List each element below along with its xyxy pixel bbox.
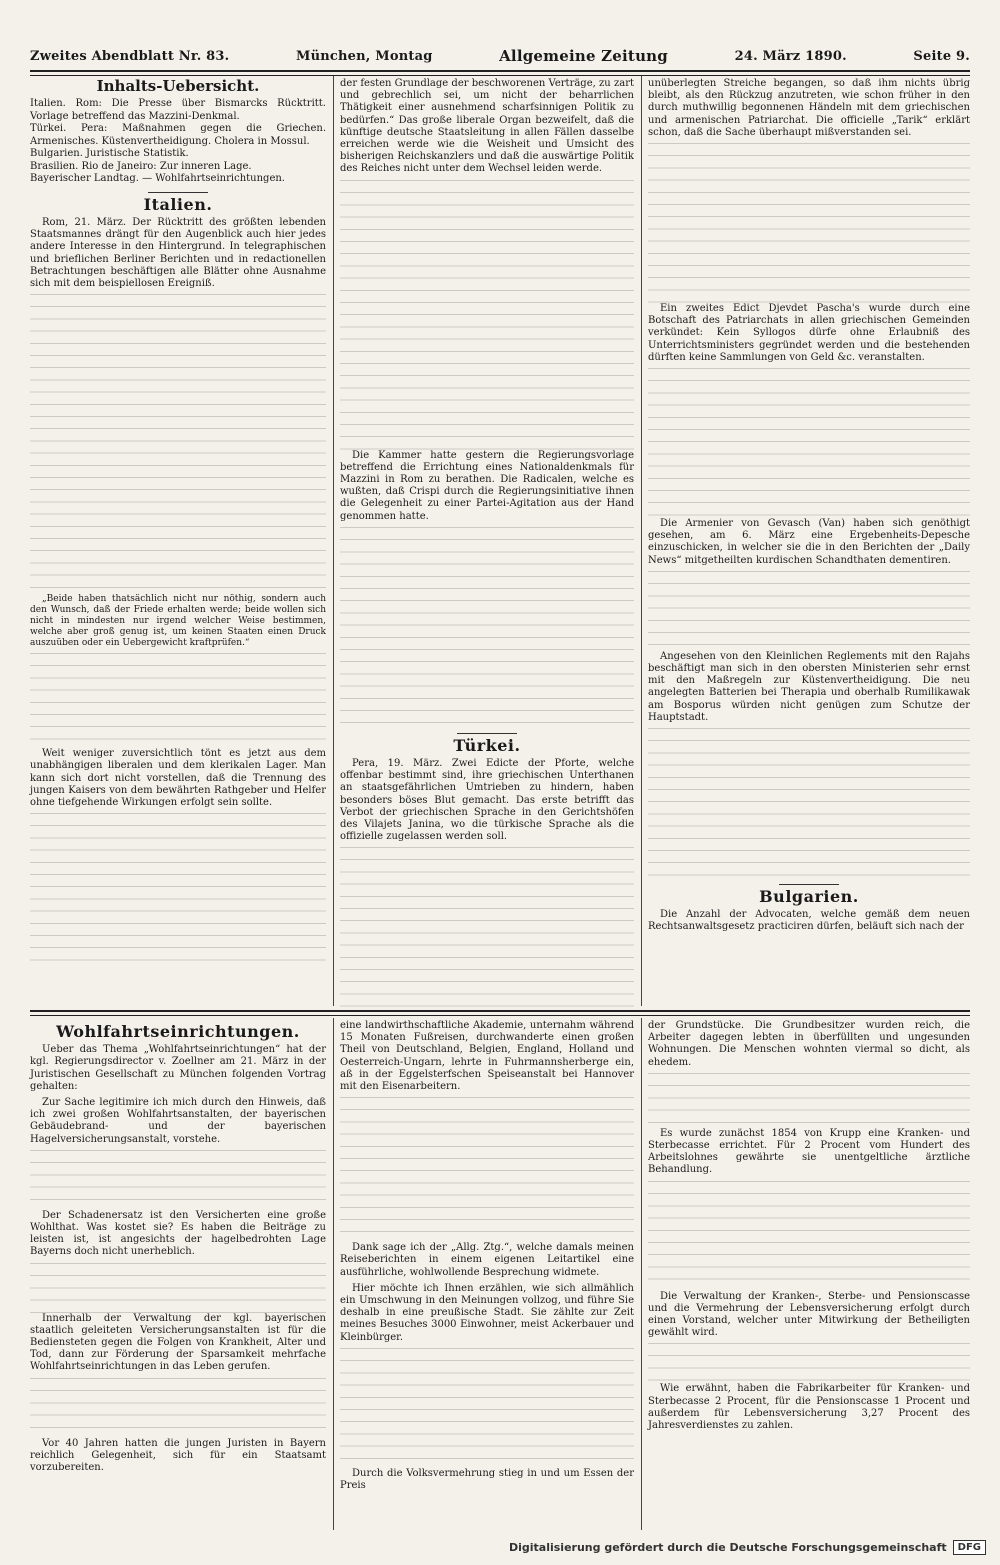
- article-paragraph: Die Armenier von Gevasch (Van) haben sich genöthigt gesehen, am 6. März eine Ergebenheits-Depesche einzuschicken, in welcher sie die in den Berichten der „Daily News“ mitgetheilten kurdischen Schandthaten dementiren.: [648, 518, 970, 566]
- text-block: [648, 143, 970, 303]
- article-paragraph: Dank sage ich der „Allg. Ztg.“, welche damals meinen Reiseberichten in einem eigenen Leitartikel eine ausführliche, wohlwollende Besprechung widmete.: [340, 1242, 634, 1278]
- toc-item: Bulgarien. Juristische Statistik.: [30, 148, 189, 160]
- divider: [457, 733, 517, 734]
- article-paragraph: Ein zweites Edict Djevdet Pascha's wurde durch eine Botschaft des Patriarchats in allen griechischen Gemeinden verkündet: Kein Syllogos dürfe ohne Erlaubniß des Unterrichtsministers gegründet werden und die bestehenden dürften keine Sammlungen von Geld &c. veranstalten.: [648, 303, 970, 363]
- text-block: [340, 180, 634, 450]
- article-paragraph: Rom, 21. März. Der Rücktritt des größten lebenden Staatsmannes drängt für den Augenblick auch hier jedes andere Interesse in den Hintergrund. In telegraphischen und brieflichen Berliner Berichten und in redactionellen Betrachtungen beschäftigen alle Blätter ohne Ausnahme sich mit dem beispiellosen Ereigniß.: [30, 216, 326, 289]
- article-paragraph: Die Kammer hatte gestern die Regierungsvorlage betreffend die Errichtung eines Nationaldenkmals für Mazzini in Rom zu berathen. Die Radicalen, welche es wußten, daß Crispi durch die Regierungsinitiative ihnen die Gelegenheit zu einer Partei-Agitation aus der Hand genommen hatte.: [340, 449, 634, 522]
- article-paragraph: Innerhalb der Verwaltung der kgl. bayerischen staatlich geleiteten Versicherungsanstalten ist für die Bediensteten gegen die Folgen von Krankheit, Alter und Tod, dann zur Förderung der Sparsamkeit mehrfache Wohlfahrtseinrichtungen in das Leben gerufen.: [30, 1312, 326, 1373]
- column-divider: [641, 1018, 642, 1530]
- article-paragraph: Die Anzahl der Advocaten, welche gemäß dem neuen Rechtsanwaltsgesetz practiciren dürfen, beläuft sich nach der: [648, 909, 970, 933]
- toc-item: Bayerischer Landtag. — Wohlfahrtseinrichtungen.: [30, 173, 285, 185]
- article-paragraph: der festen Grundlage der beschworenen Verträge, zu zart und gebrechlich sei, um nicht der beharrlichen Thätigkeit einer ausnehmend scharfsinnigen Politik zu bedürfen.“ Das große liberale Organ bezweifelt, daß die künftige deutsche Staatsleitung in allen Fällen dasselbe erreichen werde wie die Weisheit und Umsicht des bisherigen Reichskanzlers und daß die auswärtige Politik des Reiches nicht unter dem Wechsel leiden werde.: [340, 78, 634, 175]
- lower-column-1: [30, 1020, 326, 1478]
- section-title-wohlfahrt: Wohlfahrtseinrichtungen.: [56, 1022, 300, 1041]
- article-paragraph: Hier möchte ich Ihnen erzählen, wie sich allmählich ein Umschwung in den Meinungen vollzog, und führe Sie deshalb in eine preußische Stadt. Sie zählte zur Zeit meines Besuches 3000 Einwohner, meist Ackerbauer und Kleinbürger.: [340, 1282, 634, 1343]
- issue-date: 24. März 1890.: [734, 48, 847, 64]
- section-title-italien: Italien.: [143, 194, 213, 214]
- toc-item: Türkei. Pera: Maßnahmen gegen die Griechen. Armenisches. Küstenvertheidigung. Cholera in Mossul.: [30, 123, 326, 147]
- digitization-footer: [509, 1540, 986, 1555]
- article-paragraph: Durch die Volksvermehrung stieg in und um Essen der Preis: [340, 1467, 634, 1492]
- article-paragraph: der Grundstücke. Die Grundbesitzer wurden reich, die Arbeiter dagegen lebten in überfüllten und ungesunden Wohnungen. Die Menschen wohnten viermal so dicht, als ehedem.: [648, 1020, 970, 1068]
- dfg-logo-icon: DFG: [953, 1540, 986, 1555]
- column-divider: [641, 76, 642, 1006]
- article-paragraph: Vor 40 Jahren hatten die jungen Juristen in Bayern reichlich Gelegenheit, sich für ein Staatsamt vorzubereiten.: [30, 1437, 326, 1474]
- place-day: München, Montag: [296, 48, 433, 64]
- divider: [148, 192, 208, 193]
- article-paragraph: Weit weniger zuversichtlich tönt es jetzt aus dem unabhängigen liberalen und dem klerikalen Lager. Man kann sich dort nicht vorstellen, daß die Trennung des jungen Kaisers von dem bewährten Rathgeber und Helfer ohne tiefgehende Wirkungen erfolgt sein sollte.: [30, 748, 326, 808]
- text-block: [30, 1263, 326, 1313]
- column-divider: [333, 1018, 334, 1530]
- text-block: [30, 813, 326, 963]
- article-paragraph: unüberlegten Streiche begangen, so daß ihm nichts übrig bleibt, als den Rückzug anzutreten, wie schon früher in den durch muthwillig begonnenen Händeln mit dem griechischen und armenischen Patriarchat. Die officielle „Tarik“ erklärt schon, daß die Sache überhaupt mißverstanden sei.: [648, 78, 970, 138]
- article-paragraph: Der Schadenersatz ist den Versicherten eine große Wohlthat. Was kostet sie? Es haben die Beiträge zu leisten ist, ist angesichts der hagelbedrohten Lage Bayerns doch nicht unerheblich.: [30, 1209, 326, 1258]
- article-paragraph: „Beide haben thatsächlich nicht nur nöthig, sondern auch den Wunsch, daß der Friede erhalten werde; beide wollen sich nicht in mindesten nur irgend welcher Weise bestimmen, welche aber groß genug ist, um keinen Staaten einen Druck auszuüben oder ein Uebergewicht kraftprüfen.“: [30, 594, 326, 649]
- issue-number: Zweites Abendblatt Nr. 83.: [30, 48, 230, 64]
- toc-item: Brasilien. Rio de Janeiro: Zur inneren Lage.: [30, 160, 252, 172]
- text-block: [30, 1378, 326, 1438]
- paper-title: Allgemeine Zeitung: [499, 47, 668, 65]
- divider: [779, 884, 839, 885]
- text-block: [648, 368, 970, 518]
- text-block: [30, 1150, 326, 1210]
- article-paragraph: Pera, 19. März. Zwei Edicte der Pforte, welche offenbar bestimmt sind, ihre griechischen Unterthanen an staatsgefährlichen Umtrieben zu hindern, haben besonders böses Blut gemacht. Das erste betrifft das Verbot der griechischen Sprache in den Gerichtshöfen des Vilajets Janina, wo die türkische Sprache als die offizielle zugelassen werden soll.: [340, 758, 634, 843]
- article-paragraph: Angesehen von den Kleinlichen Reglements mit den Rajahs beschäftigt man sich in den obersten Ministerien sehr ernst mit den Maßregeln zur Küstenvertheidigung. Die neu angelegten Batterien bei Therapia und oberhalb Rumilikawak am Bosporus würden nicht genügen zum Schutze der Hauptstadt.: [648, 650, 970, 723]
- text-block: [340, 1348, 634, 1468]
- page-number: Seite 9.: [913, 48, 970, 64]
- text-block: [648, 1181, 970, 1291]
- lower-column-2: [340, 1020, 634, 1496]
- toc-item: Italien. Rom: Die Presse über Bismarcks Rücktritt. Vorlage betreffend das Mazzini-Denkmal.: [30, 98, 326, 122]
- section-title-bulgarien: Bulgarien.: [759, 887, 859, 907]
- text-block: [30, 653, 326, 748]
- column-1: [30, 78, 326, 963]
- column-2: [340, 78, 634, 1017]
- article-paragraph: eine landwirthschaftliche Akademie, unternahm während 15 Monaten Fußreisen, durchwanderte einen großen Theil von Deutschland, Belgien, England, Holland und Oesterreich-Ungarn, lehrte in Fuhrmannsherberge ein, aß in der Eggelsterfschen Speiseanstalt bei Hannover mit den Eisenarbeitern.: [340, 1020, 634, 1093]
- text-block: [648, 1073, 970, 1128]
- column-3: [648, 78, 970, 938]
- lower-column-3: [648, 1020, 970, 1436]
- article-paragraph: Es wurde zunächst 1854 von Krupp eine Kranken- und Sterbecasse errichtet. Für 2 Procent vom Hundert des Arbeitslohnes gewährte sie unentgeltliche ärztliche Behandlung.: [648, 1127, 970, 1176]
- toc-title: Inhalts-Uebersicht.: [96, 77, 260, 95]
- masthead: [30, 44, 970, 68]
- toc-list: [30, 98, 326, 186]
- text-block: [340, 847, 634, 1017]
- text-block: [340, 1097, 634, 1242]
- text-block: [648, 728, 970, 878]
- text-block: [30, 294, 326, 594]
- article-paragraph: Wie erwähnt, haben die Fabrikarbeiter für Kranken- und Sterbecasse 2 Procent, für die Pensionscasse 1 Procent und außerdem für Lebensversicherung 3,27 Procent des Jahresverdienstes zu zahlen.: [648, 1383, 970, 1432]
- article-paragraph: Die Verwaltung der Kranken-, Sterbe- und Pensionscasse und die Vermehrung der Lebensversicherung erfolgt durch einen Vorstand, welcher unter Mitwirkung der Betheiligten gewählt wird.: [648, 1290, 970, 1339]
- column-divider: [333, 76, 334, 1006]
- article-paragraph: Zur Sache legitimire ich mich durch den Hinweis, daß ich zwei großen Wohlfahrtsanstalten, der bayerischen Gebäudebrand- und der bayerischen Hagelversicherungsanstalt, vorstehe.: [30, 1097, 326, 1145]
- section-title-tuerkei: Türkei.: [453, 735, 521, 755]
- footer-text: Digitalisierung gefördert durch die Deutsche Forschungsgemeinschaft: [508, 1541, 947, 1554]
- text-block: [340, 527, 634, 727]
- text-block: [648, 571, 970, 651]
- text-block: [648, 1343, 970, 1383]
- article-paragraph: Ueber das Thema „Wohlfahrtseinrichtungen“ hat der kgl. Regierungsdirector v. Zoellner am 21. März in der Juristischen Gesellschaft zu München folgenden Vortrag gehalten:: [30, 1044, 326, 1092]
- section-divider: [30, 1010, 970, 1016]
- masthead-rule: [30, 70, 970, 76]
